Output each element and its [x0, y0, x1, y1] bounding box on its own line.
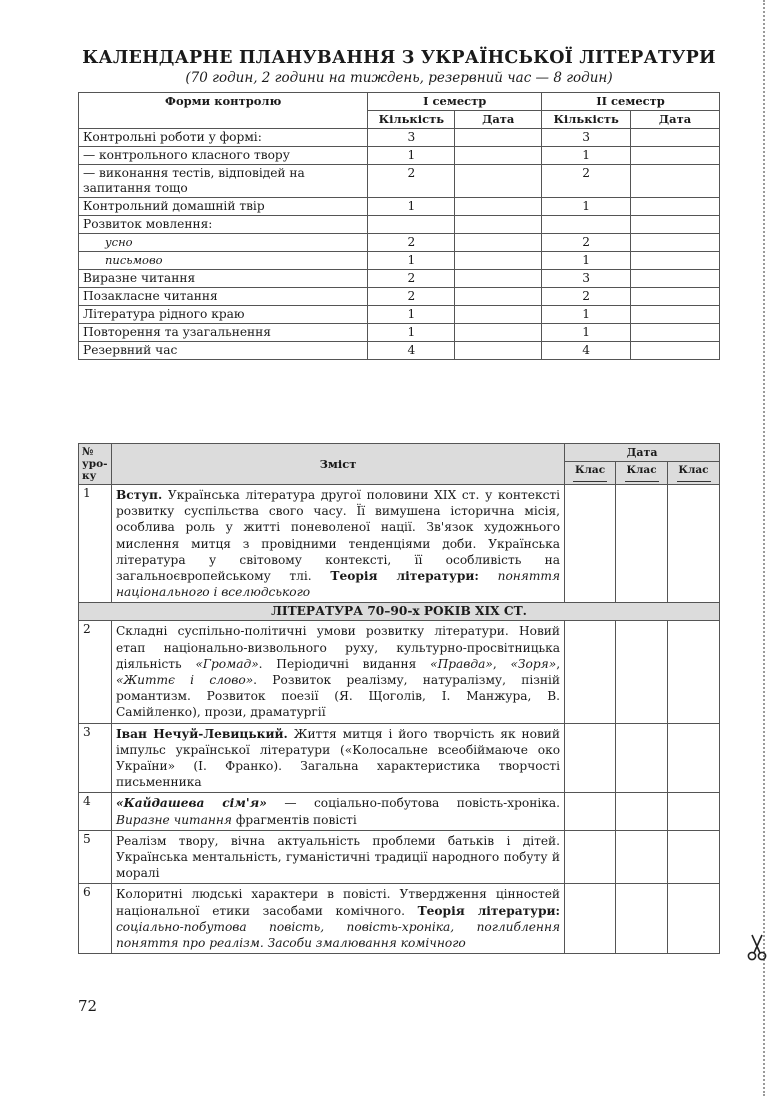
header-content: Зміст	[111, 444, 564, 485]
sem1-count: 1	[368, 324, 455, 342]
table-row	[79, 884, 720, 954]
header-lesson-number: № уро-ку	[79, 444, 112, 485]
sem1-count: 2	[368, 288, 455, 306]
sem1-count	[368, 216, 455, 234]
table-row	[79, 147, 720, 165]
lesson-number: 3	[79, 723, 112, 793]
sem2-count: 1	[542, 306, 631, 324]
sem2-count: 1	[542, 147, 631, 165]
table-row	[79, 129, 720, 147]
table-row	[79, 198, 720, 216]
table-row	[79, 621, 720, 723]
lesson-number: 5	[79, 830, 112, 884]
lesson-number: 4	[79, 793, 112, 830]
row-label: Резервний час	[79, 342, 368, 360]
table-row	[79, 830, 720, 884]
sem1-count: 1	[368, 147, 455, 165]
table-row	[79, 793, 720, 830]
page-title: КАЛЕНДАРНЕ ПЛАНУВАННЯ З УКРАЇНСЬКОЇ ЛІТЕРАТУРИ	[82, 48, 716, 68]
lesson-plan-table	[78, 443, 720, 954]
header-semester-2: ІІ семестр	[542, 93, 720, 111]
sem1-count: 3	[368, 129, 455, 147]
sem1-count: 1	[368, 306, 455, 324]
sem2-count	[542, 216, 631, 234]
sem2-count: 3	[542, 270, 631, 288]
header-forms: Форми контролю	[79, 93, 368, 129]
sem1-count: 1	[368, 198, 455, 216]
header-date: Дата	[455, 111, 542, 129]
sem2-count: 2	[542, 165, 631, 198]
sem1-count: 4	[368, 342, 455, 360]
table-row	[79, 723, 720, 793]
page-subtitle: (70 годин, 2 години на тиждень, резервний час — 8 годин)	[185, 70, 613, 86]
row-label: Позакласне читання	[79, 288, 368, 306]
table-row	[79, 306, 720, 324]
row-label: Література рідного краю	[79, 306, 368, 324]
header-class: Клас	[668, 462, 720, 485]
lesson-number: 2	[79, 621, 112, 723]
lesson-number: 1	[79, 485, 112, 603]
table-row	[79, 485, 720, 603]
cut-line	[763, 0, 765, 1096]
header-semester-1: І семестр	[368, 93, 542, 111]
page-number: 72	[78, 997, 98, 1015]
row-label: Контрольні роботи у формі:	[79, 129, 368, 147]
sem1-count: 2	[368, 234, 455, 252]
row-label: Виразне читання	[79, 270, 368, 288]
table-row	[79, 342, 720, 360]
row-label: письмово	[79, 252, 368, 270]
sem1-count: 1	[368, 252, 455, 270]
lesson-content: «Кайдашева сім'я» — соціально-побутова повість-хроніка. Виразне читання фрагментів повісті	[111, 793, 564, 830]
lesson-content: Складні суспільно-політичні умови розвитку літератури. Новий етап національно-визвольного руху, культурно-просвітницька діяльність «Громад». Періодичні видання «Правда», «Зоря», «Життє і слово». Розвиток реалізму, натуралізму, пізній романтизм. Розвиток поезії (Я. Щоголів, І. Манжура, В. Самійленко), прози, драматургії	[111, 621, 564, 723]
lesson-content: Реалізм твору, вічна актуальність проблеми батьків і дітей. Українська ментальність, гуманістичні традиції народного побуту й моралі	[111, 830, 564, 884]
table-row	[79, 288, 720, 306]
table-row	[79, 252, 720, 270]
row-label: — контрольного класного твору	[79, 147, 368, 165]
table-row	[79, 234, 720, 252]
lesson-content: Колоритні людські характери в повісті. Утвердження цінностей національної етики засобами комічного. Теорія літератури: соціально-побутова повість, повість-хроніка, поглиблення поняття про реалізм. Засоби змалювання комічного	[111, 884, 564, 954]
table-row	[79, 270, 720, 288]
header-count: Кількість	[542, 111, 631, 129]
header-date: Дата	[565, 444, 720, 462]
sem2-count: 2	[542, 234, 631, 252]
sem2-count: 3	[542, 129, 631, 147]
lesson-content: Іван Нечуй-Левицький. Життя митця і його творчість як новий імпульс української літератури («Колосальне всеобіймаюче око України» (І. Франко). Загальна характеристика творчості письменника	[111, 723, 564, 793]
row-label: Контрольний домашній твір	[79, 198, 368, 216]
table-row	[79, 216, 720, 234]
section-header-row	[79, 603, 720, 621]
row-label: усно	[79, 234, 368, 252]
sem1-count: 2	[368, 270, 455, 288]
header-class: Клас	[565, 462, 616, 485]
sem2-count: 1	[542, 324, 631, 342]
header-class: Клас	[616, 462, 668, 485]
table-row	[79, 165, 720, 198]
control-forms-table	[78, 92, 720, 360]
lesson-number: 6	[79, 884, 112, 954]
sem2-count: 2	[542, 288, 631, 306]
sem2-count: 4	[542, 342, 631, 360]
sem2-count: 1	[542, 198, 631, 216]
row-label: Розвиток мовлення:	[79, 216, 368, 234]
sem2-count: 1	[542, 252, 631, 270]
header-count: Кількість	[368, 111, 455, 129]
scissors-icon	[747, 933, 767, 965]
lesson-content: Вступ. Українська література другої половини XIX ст. у контексті розвитку суспільства свого часу. Її вимушена історична місія, особлива роль у житті поневоленої нації. Зв'язок художнього мислення митця з провідними тенденціями доби. Українська література у світовому контексті, її особливість на загальноєвропейському тлі. Теорія літератури: поняття національного і вселюдського	[111, 485, 564, 603]
table-row	[79, 324, 720, 342]
row-label: Повторення та узагальнення	[79, 324, 368, 342]
sem1-count: 2	[368, 165, 455, 198]
section-title: ЛІТЕРАТУРА 70–90-х РОКІВ XIX СТ.	[79, 603, 720, 621]
row-label: — виконання тестів, відповідей на запитання тощо	[79, 165, 368, 198]
header-date: Дата	[631, 111, 720, 129]
